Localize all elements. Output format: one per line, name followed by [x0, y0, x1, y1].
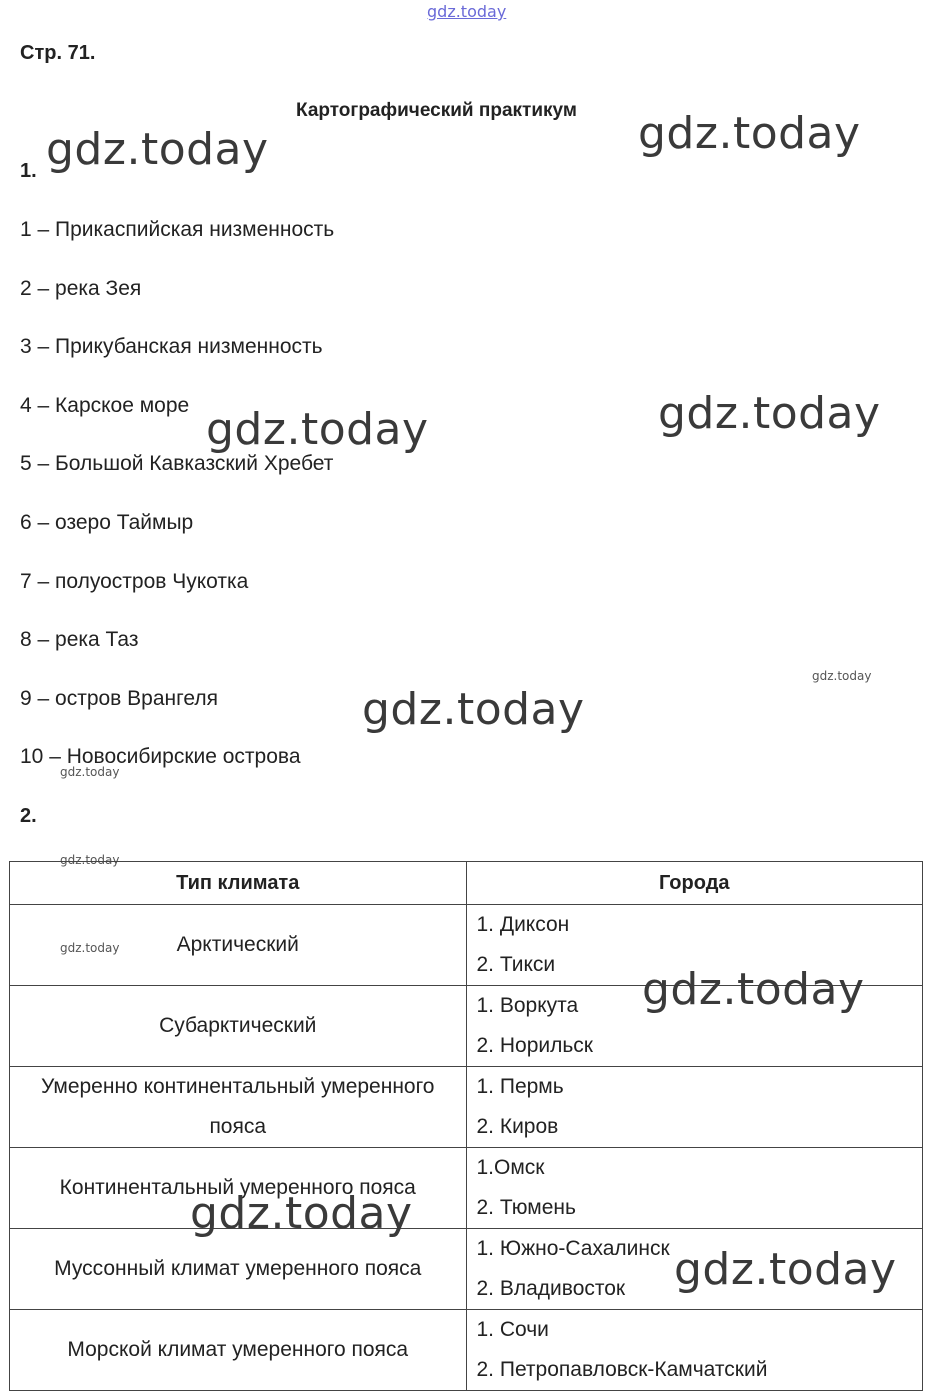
climate-type-cell: Континентальный умеренного пояса — [10, 1148, 467, 1229]
climate-type-cell: Морской климат умеренного пояса — [10, 1310, 467, 1391]
watermark: gdz.today — [638, 108, 861, 159]
answer-list — [20, 216, 334, 802]
watermark: gdz.today — [674, 1244, 897, 1295]
table-row — [10, 1148, 923, 1229]
climate-type-cell: Субарктический — [10, 986, 467, 1067]
watermark: gdz.today — [190, 1188, 413, 1239]
list-item: 4 – Карское море — [20, 393, 190, 417]
city: 2. Тюмень — [476, 1196, 576, 1219]
city: 1. Пермь — [476, 1075, 564, 1098]
list-item: 6 – озеро Таймыр — [20, 510, 194, 534]
watermark: gdz.today — [658, 388, 881, 439]
header-cities: Города — [466, 862, 923, 905]
climate-type-cell: Арктический — [10, 905, 467, 986]
city: 1. Южно-Сахалинск — [476, 1237, 670, 1260]
page-title: Картографический практикум — [296, 100, 577, 121]
watermark: gdz.today — [642, 964, 865, 1015]
city: 1.Омск — [476, 1156, 545, 1179]
city: 1. Сочи — [476, 1318, 549, 1341]
climate-table — [9, 861, 923, 1391]
city: 1. Диксон — [476, 913, 570, 936]
watermark: gdz.today — [206, 404, 429, 455]
list-item: 2 – река Зея — [20, 276, 142, 300]
watermark-small: gdz.today — [60, 853, 120, 867]
watermark-top: gdz.today — [427, 2, 507, 21]
list-item: 7 – полуостров Чукотка — [20, 569, 249, 593]
city: 1. Воркута — [476, 994, 579, 1017]
list-item: 3 – Прикубанская низменность — [20, 335, 323, 359]
list-item: 5 – Большой Кавказский Хребет — [20, 452, 334, 476]
city: 2. Норильск — [476, 1034, 593, 1057]
table-row — [10, 1310, 923, 1391]
cities-cell — [466, 1310, 923, 1391]
list-item: 8 – река Таз — [20, 628, 139, 652]
list-item: 9 – остров Врангеля — [20, 686, 218, 710]
watermark-small: gdz.today — [812, 669, 872, 683]
climate-type-cell: Муссонный климат умеренного пояса — [10, 1229, 467, 1310]
page-number: Стр. 71. — [20, 42, 96, 64]
city: 2. Киров — [476, 1115, 559, 1138]
climate-type-cell: Умеренно континентальный умеренного пояса — [10, 1067, 467, 1148]
watermark: gdz.today — [46, 124, 269, 175]
city: 2. Петропавловск-Камчатский — [476, 1358, 768, 1381]
table-row — [10, 1067, 923, 1148]
city: 2. Владивосток — [476, 1277, 626, 1300]
watermark-small: gdz.today — [60, 765, 120, 779]
city: 2. Тикси — [476, 953, 556, 976]
header-climate-type: Тип климата — [10, 862, 467, 905]
cities-cell — [466, 1148, 923, 1229]
list-item: 1 – Прикаспийская низменность — [20, 218, 335, 241]
section-2-label: 2. — [20, 805, 37, 827]
watermark-small: gdz.today — [60, 941, 120, 955]
cities-cell — [466, 1067, 923, 1148]
list-item: 10 – Новосибирские острова — [20, 745, 301, 769]
table-header-row — [10, 862, 923, 905]
section-1-label: 1. — [20, 160, 37, 182]
watermark: gdz.today — [362, 684, 585, 735]
